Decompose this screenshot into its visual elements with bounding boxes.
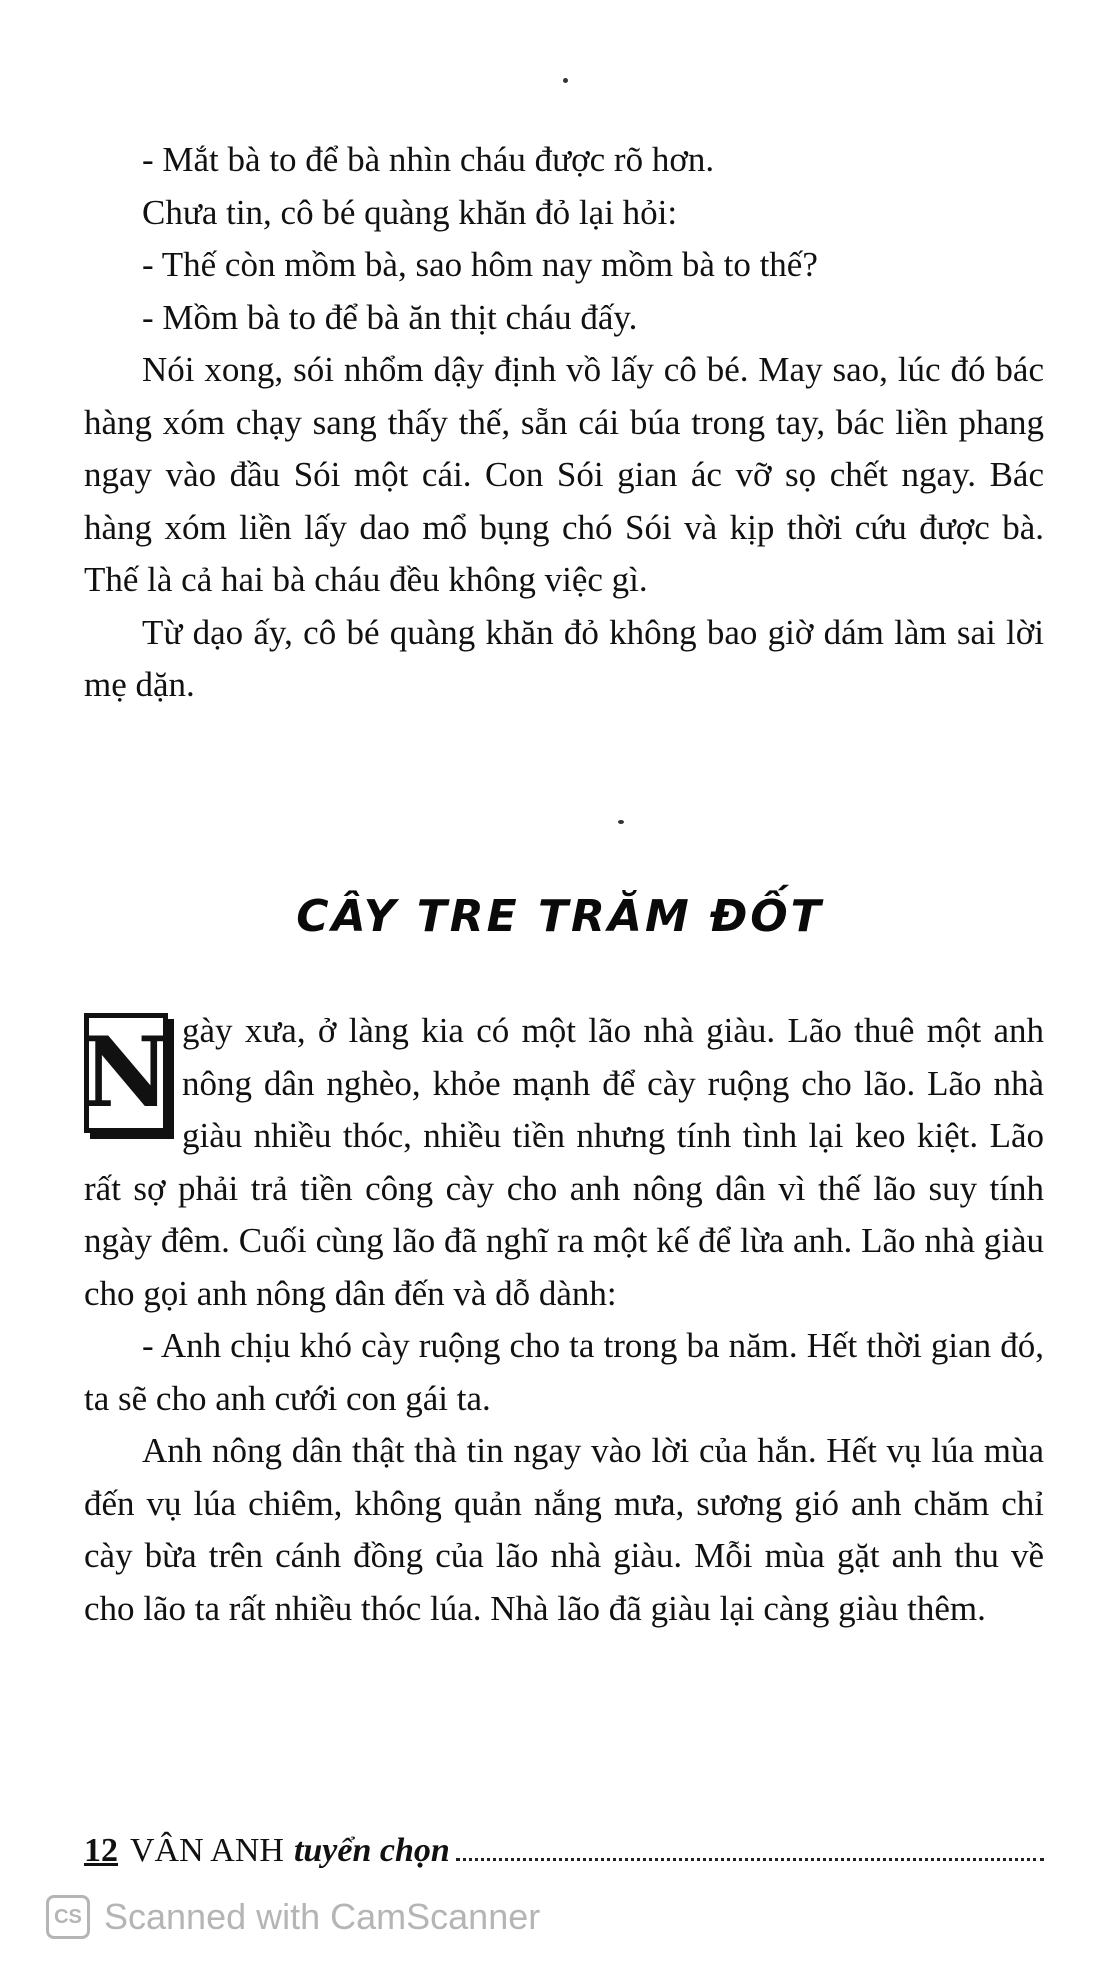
paragraph: - Mắt bà to để bà nhìn cháu được rõ hơn. (142, 140, 715, 179)
scan-speck (563, 78, 568, 83)
paragraph: Từ dạo ấy, cô bé quàng khăn đỏ không bao giờ dám làm sai lời mẹ dặn. (84, 612, 1044, 704)
page-footer (84, 1832, 1044, 1870)
paragraph: Nói xong, sói nhổm dậy định vồ lấy cô bé. May sao, lúc đó bác hàng xóm chạy sang thấy thế, sẵn cái búa trong tay, bác liền phang ngay vào đầu Sói một cái. Con Sói gian ác vỡ sọ chết ngay. Bác hàng xóm liền lấy dao mổ bụng chó Sói và kịp thời cứu được bà. Thế là cả hai bà cháu đều không việc gì. (84, 350, 1044, 599)
footer-dotted-rule (456, 1838, 1044, 1861)
paragraph: - Thế còn mồm bà, sao hôm nay mồm bà to thế? (142, 245, 818, 284)
paragraph: Chưa tin, cô bé quàng khăn đỏ lại hỏi: (142, 192, 678, 232)
footer-author: VÂN ANH (130, 1832, 284, 1869)
paragraph: - Anh chịu khó cày ruộng cho ta trong ba năm. Hết thời gian đó, ta sẽ cho anh cưới con gái ta. (84, 1326, 1044, 1418)
scan-speck (618, 820, 624, 824)
first-paragraph-text: gày xưa, ở làng kia có một lão nhà giàu. Lão thuê một anh nông dân nghèo, khỏe mạnh để cày ruộng cho lão. Lão nhà giàu nhiều thóc, nhiều tiền nhưng tính tình lại keo kiệt. Lão rất sợ phải trả tiền công cày cho anh nông dân vì thế lão suy tính ngày đêm. Cuối cùng lão đã nghĩ ra một kế để lừa anh. Lão nhà giàu cho gọi anh nông dân đến và dỗ dành: (84, 1011, 1044, 1313)
story-body (84, 1005, 1044, 1635)
page-number: 12 (84, 1832, 118, 1869)
story-title: CÂY TRE TRĂM ĐỐT (296, 891, 824, 943)
previous-story-ending (84, 134, 1044, 712)
first-paragraph (84, 1005, 1044, 1320)
watermark-text: Scanned with CamScanner (104, 1896, 541, 1937)
footer-subtitle: tuyển chọn (293, 1832, 450, 1869)
paragraph: - Mồm bà to để bà ăn thịt cháu đấy. (142, 297, 638, 337)
camscanner-logo-icon: CS (46, 1895, 90, 1939)
paragraph: Anh nông dân thật thà tin ngay vào lời của hắn. Hết vụ lúa mùa đến vụ lúa chiêm, không quản nắng mưa, sương gió anh chăm chỉ cày bừa trên cánh đồng của lão nhà giàu. Mỗi mùa gặt anh thu về cho lão ta rất nhiều thóc lúa. Nhà lão đã giàu lại càng giàu thêm. (84, 1431, 1044, 1628)
camscanner-watermark (46, 1895, 540, 1939)
dropcap-letter: N (84, 1013, 168, 1133)
